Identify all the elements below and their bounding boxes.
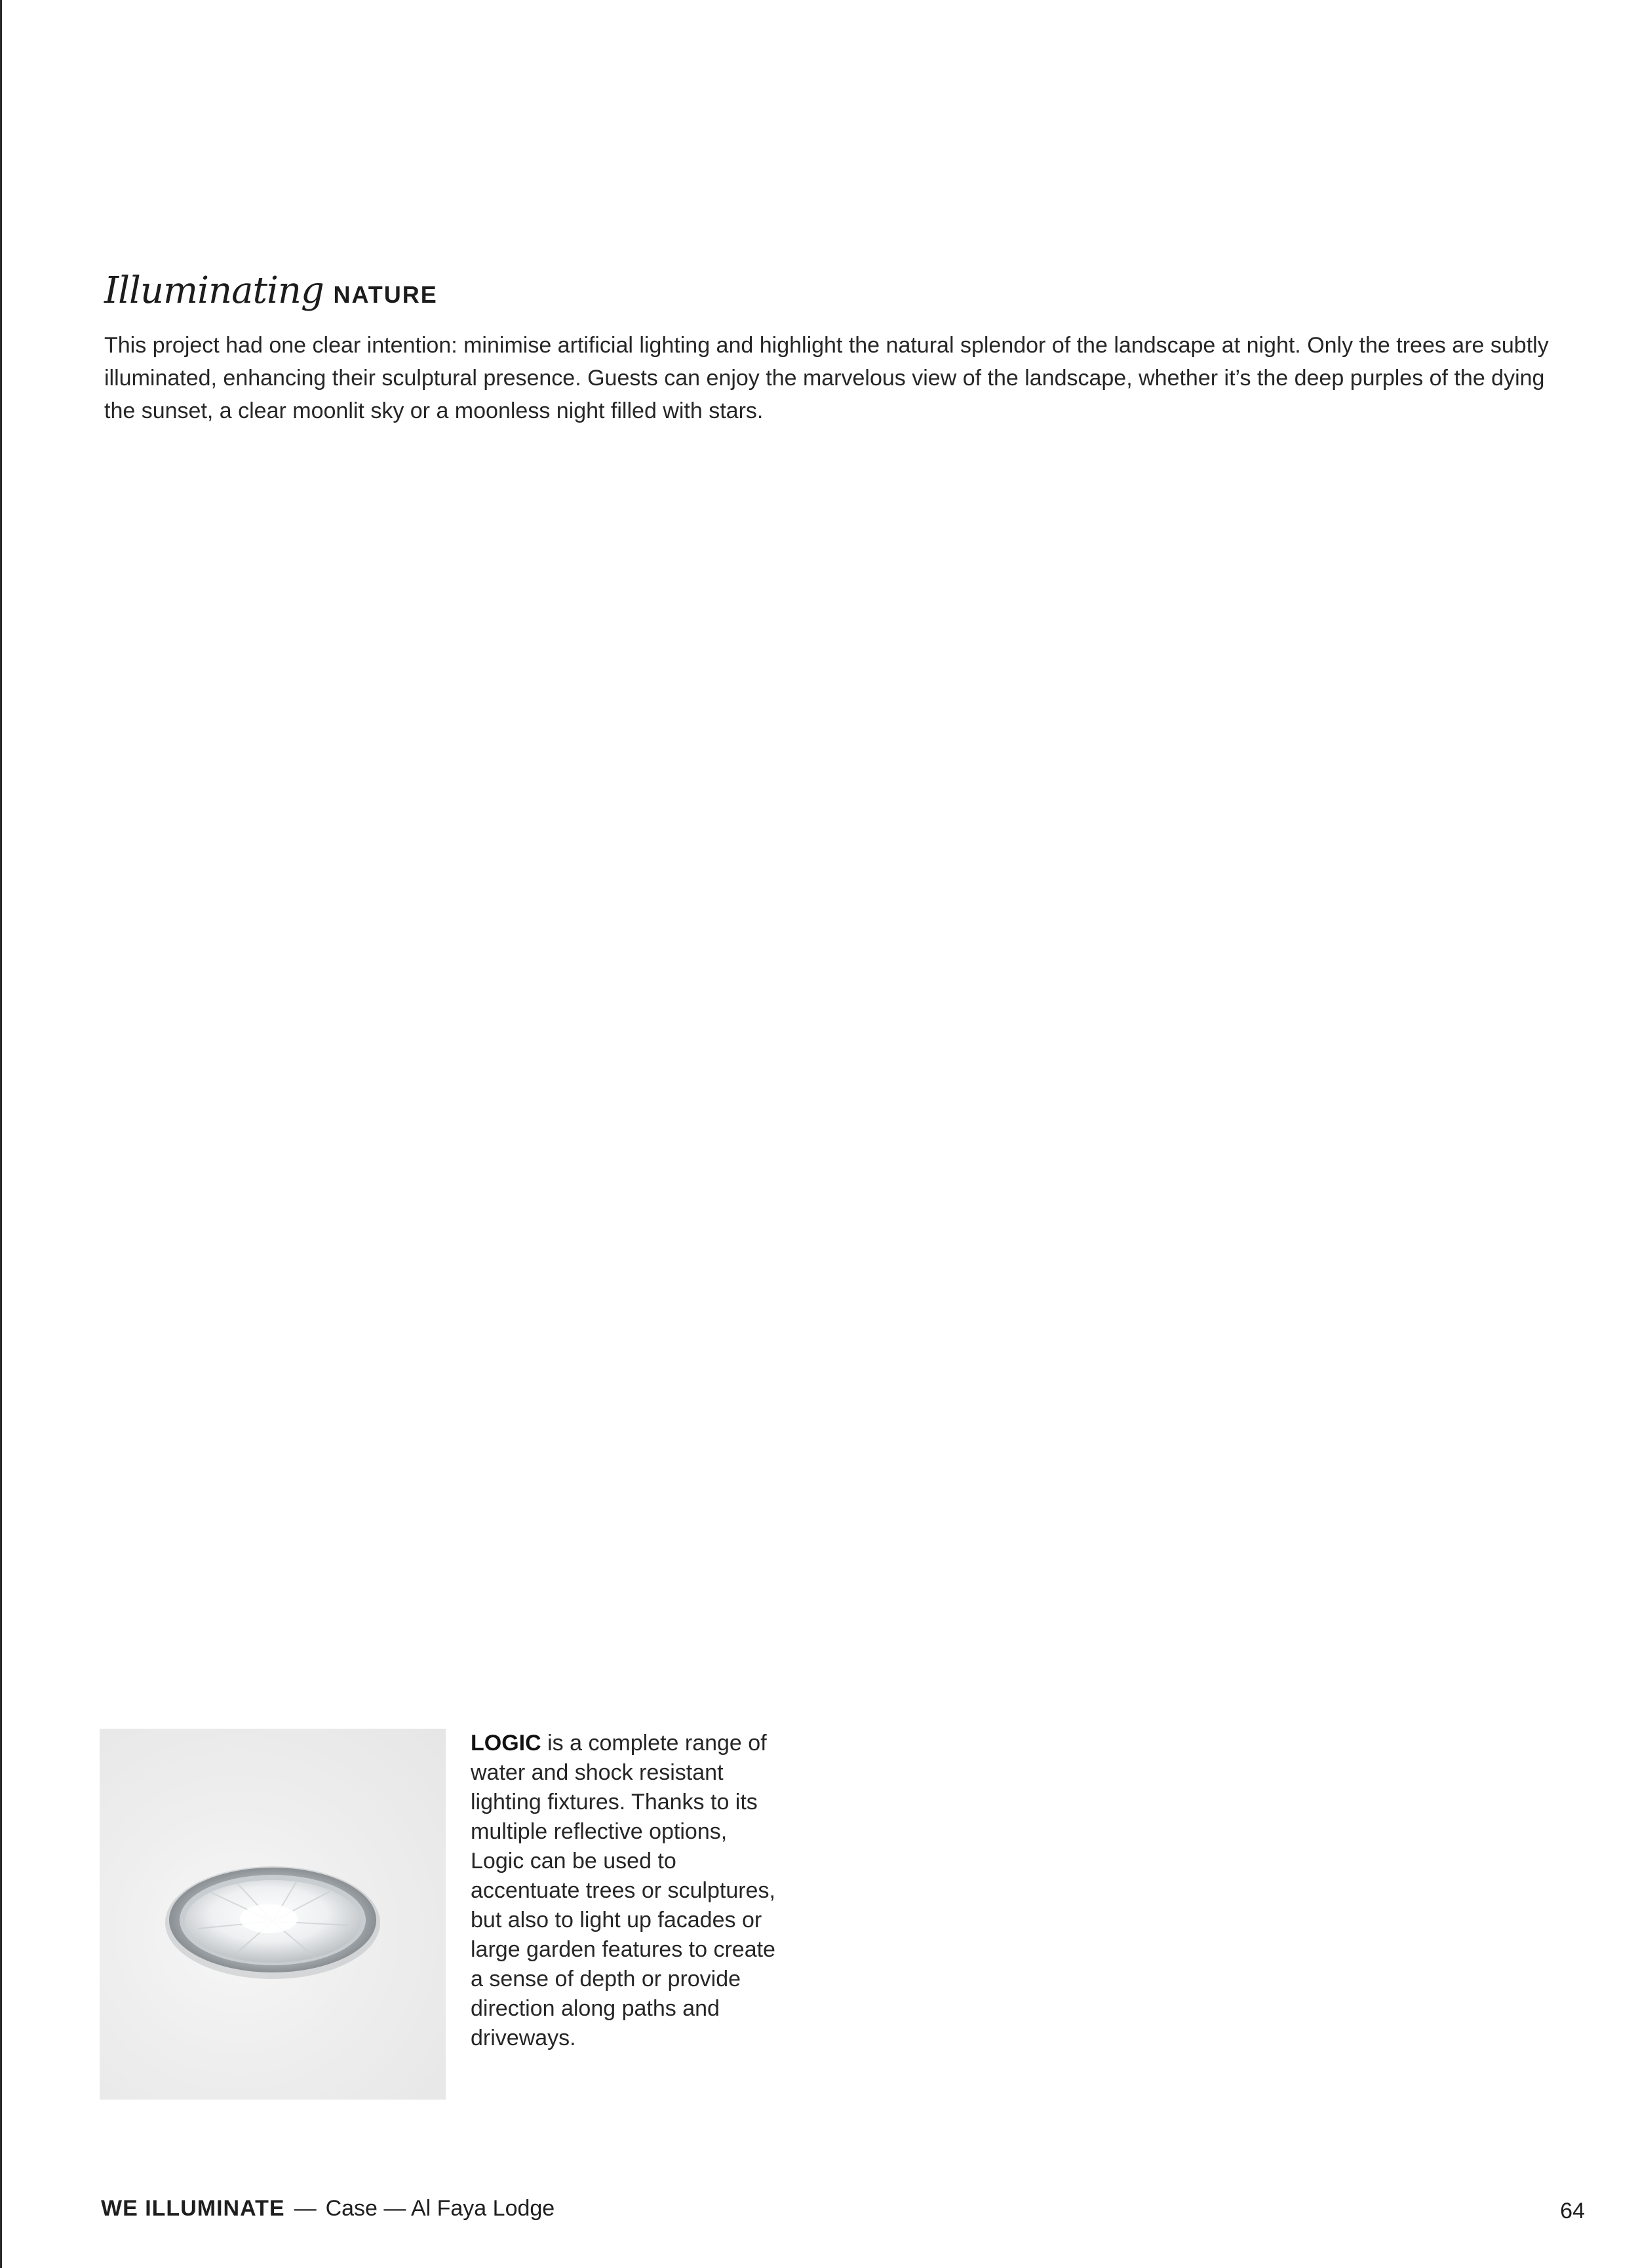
footer-separator: — — [294, 2196, 317, 2221]
product-caption — [471, 1729, 779, 2053]
section-heading-italic: Illuminating — [104, 269, 324, 312]
page-number: 64 — [1560, 2199, 1585, 2223]
footer-breadcrumb — [101, 2193, 555, 2224]
footer-label: WE ILLUMINATE — [101, 2196, 285, 2221]
product-description: is a complete range of water and shock resistant lighting fixtures. Thanks to its multiple reflective options, Logic can be used to accentuate trees or sculptures, but also to light up facades or large garden features to create a sense of depth or provide direction along paths and driveways. — [471, 1731, 775, 2050]
footer-crumb: Case — Al Faya Lodge — [325, 2196, 555, 2221]
section-heading — [104, 265, 438, 324]
recessed-luminaire-image — [100, 1729, 446, 2100]
section-body-text: This project had one clear intention: minimise artificial lighting and highlight the natural splendor of the landscape at night. Only the trees are subtly illuminated, enhancing their sculptural presence. Guests can enjoy the marvelous view of the landscape, whether it’s the deep purples of the dying the sunset, a clear moonlit sky or a moonless night filled with stars. — [104, 333, 1549, 423]
page-binding-edge — [0, 0, 2, 2268]
section-heading-caps: NATURE — [333, 281, 438, 308]
product-name: LOGIC — [471, 1731, 541, 1756]
product-photo — [100, 1729, 446, 2100]
